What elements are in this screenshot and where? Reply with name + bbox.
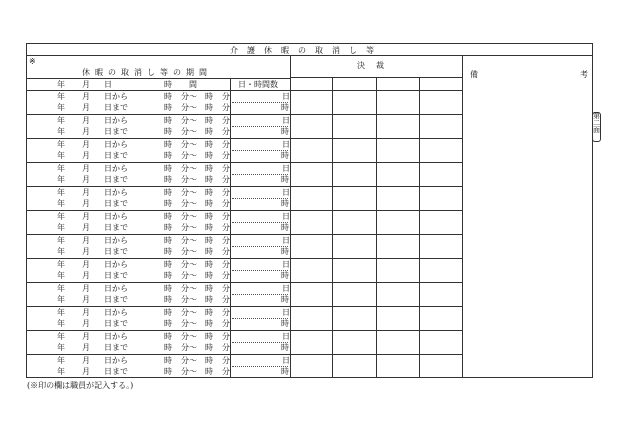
row-divider: [26, 258, 462, 259]
minute-to-label: 分〜: [181, 260, 197, 269]
row-divider: [26, 186, 462, 187]
from-label: 日から: [104, 164, 128, 173]
hour-unit-label: 時: [281, 367, 289, 376]
col-day: 日: [104, 80, 112, 89]
hour-label: 時: [164, 367, 172, 376]
minute-to-label: 分〜: [181, 295, 197, 304]
hour-label: 時: [164, 319, 172, 328]
minute-label: 分: [222, 247, 230, 256]
minute-to-label: 分〜: [181, 127, 197, 136]
to-label: 日まで: [104, 151, 128, 160]
frame-right: [592, 43, 593, 377]
hour-label: 時: [164, 140, 172, 149]
month-label: 月: [82, 356, 90, 365]
minute-to-label: 分〜: [181, 223, 197, 232]
from-label: 日から: [104, 308, 128, 317]
staff-mark: ※: [29, 57, 36, 66]
hour-unit-label: 時: [281, 151, 289, 160]
hour-label: 時: [164, 151, 172, 160]
approval-left: [290, 55, 291, 377]
approval-col-2: [376, 77, 377, 377]
year-label: 年: [57, 236, 65, 245]
hour-label: 時: [205, 92, 213, 101]
minute-to-label: 分〜: [181, 356, 197, 365]
year-label: 年: [57, 92, 65, 101]
row-divider: [26, 330, 462, 331]
hour-label: 時: [164, 308, 172, 317]
year-label: 年: [57, 332, 65, 341]
from-label: 日から: [104, 92, 128, 101]
minute-label: 分: [222, 116, 230, 125]
year-label: 年: [57, 260, 65, 269]
minute-to-label: 分〜: [181, 164, 197, 173]
day-unit-label: 日: [282, 92, 290, 101]
from-label: 日から: [104, 188, 128, 197]
year-label: 年: [57, 271, 65, 280]
to-label: 日まで: [104, 343, 128, 352]
to-label: 日まで: [104, 199, 128, 208]
minute-label: 分: [222, 343, 230, 352]
month-label: 月: [82, 332, 90, 341]
days-column-left: [230, 78, 231, 377]
minute-label: 分: [222, 236, 230, 245]
minute-label: 分: [222, 175, 230, 184]
minute-to-label: 分〜: [181, 140, 197, 149]
hour-label: 時: [164, 164, 172, 173]
minute-label: 分: [222, 103, 230, 112]
month-label: 月: [82, 367, 90, 376]
col-year: 年: [57, 80, 65, 89]
to-label: 日まで: [104, 367, 128, 376]
year-label: 年: [57, 103, 65, 112]
day-unit-label: 日: [282, 116, 290, 125]
minute-label: 分: [222, 295, 230, 304]
minute-label: 分: [222, 308, 230, 317]
hour-label: 時: [205, 175, 213, 184]
hour-label: 時: [205, 199, 213, 208]
days-hours-separator: [232, 126, 288, 127]
minute-label: 分: [222, 271, 230, 280]
month-label: 月: [82, 295, 90, 304]
month-label: 月: [82, 151, 90, 160]
hour-unit-label: 時: [281, 127, 289, 136]
footnote: (※印の欄は職員が記入する。): [27, 381, 134, 390]
month-label: 月: [82, 164, 90, 173]
month-label: 月: [82, 212, 90, 221]
hour-label: 時: [205, 247, 213, 256]
minute-label: 分: [222, 188, 230, 197]
month-label: 月: [82, 199, 90, 208]
to-label: 日まで: [104, 319, 128, 328]
year-label: 年: [57, 295, 65, 304]
hour-label: 時: [164, 116, 172, 125]
hour-label: 時: [205, 140, 213, 149]
row-divider: [26, 282, 462, 283]
col-month: 月: [82, 80, 90, 89]
year-label: 年: [57, 343, 65, 352]
hour-label: 時: [164, 332, 172, 341]
row-divider: [26, 114, 462, 115]
hour-label: 時: [164, 188, 172, 197]
month-label: 月: [82, 140, 90, 149]
minute-label: 分: [222, 260, 230, 269]
hour-label: 時: [205, 308, 213, 317]
from-label: 日から: [104, 116, 128, 125]
month-label: 月: [82, 308, 90, 317]
month-label: 月: [82, 103, 90, 112]
hour-label: 時: [205, 332, 213, 341]
hour-unit-label: 時: [281, 343, 289, 352]
hour-label: 時: [164, 284, 172, 293]
days-hours-separator: [232, 174, 288, 175]
column-header-divider: [26, 90, 462, 91]
period-sub-divider: [26, 78, 290, 79]
hour-label: 時: [205, 127, 213, 136]
minute-label: 分: [222, 319, 230, 328]
col-between: 間: [189, 80, 197, 89]
hour-unit-label: 時: [281, 175, 289, 184]
minute-label: 分: [222, 199, 230, 208]
hour-label: 時: [205, 284, 213, 293]
minute-to-label: 分〜: [181, 271, 197, 280]
hour-label: 時: [164, 223, 172, 232]
day-unit-label: 日: [282, 308, 290, 317]
to-label: 日まで: [104, 223, 128, 232]
from-label: 日から: [104, 212, 128, 221]
to-label: 日まで: [104, 103, 128, 112]
hour-label: 時: [205, 260, 213, 269]
year-label: 年: [57, 367, 65, 376]
minute-label: 分: [222, 164, 230, 173]
minute-to-label: 分〜: [181, 151, 197, 160]
from-label: 日から: [104, 140, 128, 149]
row-divider: [26, 210, 462, 211]
row-divider: [26, 354, 462, 355]
minute-to-label: 分〜: [181, 343, 197, 352]
from-label: 日から: [104, 332, 128, 341]
hour-unit-label: 時: [281, 103, 289, 112]
remarks-header-1: 備: [470, 70, 478, 79]
year-label: 年: [57, 127, 65, 136]
day-unit-label: 日: [282, 332, 290, 341]
days-hours-separator: [232, 246, 288, 247]
hour-label: 時: [164, 356, 172, 365]
hour-label: 時: [205, 271, 213, 280]
minute-to-label: 分〜: [181, 247, 197, 256]
to-label: 日まで: [104, 127, 128, 136]
year-label: 年: [57, 116, 65, 125]
year-label: 年: [57, 356, 65, 365]
days-hours-separator: [232, 270, 288, 271]
hour-label: 時: [164, 271, 172, 280]
minute-label: 分: [222, 284, 230, 293]
month-label: 月: [82, 260, 90, 269]
year-label: 年: [57, 164, 65, 173]
minute-label: 分: [222, 140, 230, 149]
year-label: 年: [57, 284, 65, 293]
minute-to-label: 分〜: [181, 332, 197, 341]
hour-unit-label: 時: [281, 319, 289, 328]
hour-label: 時: [164, 175, 172, 184]
col-days-hours: 日・時間数: [238, 80, 278, 89]
days-hours-separator: [232, 222, 288, 223]
month-label: 月: [82, 116, 90, 125]
minute-to-label: 分〜: [181, 212, 197, 221]
day-unit-label: 日: [282, 140, 290, 149]
minute-to-label: 分〜: [181, 116, 197, 125]
hour-unit-label: 時: [281, 199, 289, 208]
minute-to-label: 分〜: [181, 284, 197, 293]
frame-bottom: [26, 377, 593, 378]
days-hours-separator: [232, 366, 288, 367]
day-unit-label: 日: [282, 164, 290, 173]
hour-unit-label: 時: [281, 295, 289, 304]
page-side-tab: 第二面: [592, 112, 601, 142]
hour-label: 時: [205, 103, 213, 112]
minute-label: 分: [222, 151, 230, 160]
hour-label: 時: [205, 188, 213, 197]
hour-label: 時: [205, 356, 213, 365]
days-hours-separator: [232, 342, 288, 343]
from-label: 日から: [104, 236, 128, 245]
days-hours-separator: [232, 150, 288, 151]
minute-to-label: 分〜: [181, 175, 197, 184]
hour-label: 時: [164, 343, 172, 352]
minute-to-label: 分〜: [181, 199, 197, 208]
hour-label: 時: [164, 212, 172, 221]
approval-col-3: [419, 77, 420, 377]
year-label: 年: [57, 212, 65, 221]
year-label: 年: [57, 308, 65, 317]
hour-label: 時: [164, 127, 172, 136]
month-label: 月: [82, 92, 90, 101]
hour-label: 時: [164, 92, 172, 101]
minute-label: 分: [222, 223, 230, 232]
approval-header: 決裁: [357, 61, 395, 70]
row-divider: [26, 234, 462, 235]
remarks-left: [462, 55, 463, 377]
day-unit-label: 日: [282, 188, 290, 197]
month-label: 月: [82, 223, 90, 232]
frame-top: [26, 43, 593, 44]
to-label: 日まで: [104, 271, 128, 280]
year-label: 年: [57, 140, 65, 149]
minute-label: 分: [222, 127, 230, 136]
to-label: 日まで: [104, 175, 128, 184]
minute-to-label: 分〜: [181, 319, 197, 328]
hour-unit-label: 時: [281, 271, 289, 280]
hour-label: 時: [164, 247, 172, 256]
to-label: 日まで: [104, 247, 128, 256]
col-time: 時: [164, 80, 172, 89]
days-hours-separator: [232, 198, 288, 199]
day-unit-label: 日: [282, 212, 290, 221]
hour-label: 時: [205, 212, 213, 221]
hour-label: 時: [205, 236, 213, 245]
title-divider: [26, 55, 593, 56]
remarks-header-2: 考: [580, 70, 588, 79]
month-label: 月: [82, 343, 90, 352]
hour-label: 時: [205, 319, 213, 328]
month-label: 月: [82, 271, 90, 280]
month-label: 月: [82, 188, 90, 197]
hour-label: 時: [205, 151, 213, 160]
to-label: 日まで: [104, 295, 128, 304]
minute-to-label: 分〜: [181, 367, 197, 376]
form-title: 介護休暇の取消し等: [230, 46, 383, 55]
minute-label: 分: [222, 212, 230, 221]
approval-col-1: [332, 77, 333, 377]
hour-label: 時: [205, 343, 213, 352]
month-label: 月: [82, 284, 90, 293]
days-hours-separator: [232, 294, 288, 295]
hour-label: 時: [205, 116, 213, 125]
row-divider: [26, 162, 462, 163]
hour-label: 時: [164, 199, 172, 208]
month-label: 月: [82, 175, 90, 184]
minute-to-label: 分〜: [181, 308, 197, 317]
days-hours-separator: [232, 102, 288, 103]
hour-label: 時: [164, 103, 172, 112]
year-label: 年: [57, 319, 65, 328]
day-unit-label: 日: [282, 236, 290, 245]
hour-label: 時: [205, 164, 213, 173]
from-label: 日から: [104, 260, 128, 269]
hour-label: 時: [205, 295, 213, 304]
month-label: 月: [82, 236, 90, 245]
minute-to-label: 分〜: [181, 103, 197, 112]
row-divider: [26, 306, 462, 307]
hour-unit-label: 時: [281, 223, 289, 232]
hour-unit-label: 時: [281, 247, 289, 256]
hour-label: 時: [164, 260, 172, 269]
year-label: 年: [57, 223, 65, 232]
hour-label: 時: [164, 295, 172, 304]
month-label: 月: [82, 247, 90, 256]
hour-label: 時: [205, 367, 213, 376]
hour-label: 時: [205, 223, 213, 232]
minute-to-label: 分〜: [181, 236, 197, 245]
day-unit-label: 日: [282, 284, 290, 293]
minute-to-label: 分〜: [181, 188, 197, 197]
month-label: 月: [82, 319, 90, 328]
minute-label: 分: [222, 367, 230, 376]
month-label: 月: [82, 127, 90, 136]
period-header: 休暇の取消し等の期間: [82, 68, 212, 77]
year-label: 年: [57, 175, 65, 184]
minute-label: 分: [222, 92, 230, 101]
hour-label: 時: [164, 236, 172, 245]
year-label: 年: [57, 199, 65, 208]
minute-label: 分: [222, 356, 230, 365]
days-hours-separator: [232, 318, 288, 319]
from-label: 日から: [104, 284, 128, 293]
day-unit-label: 日: [282, 356, 290, 365]
year-label: 年: [57, 188, 65, 197]
minute-label: 分: [222, 332, 230, 341]
from-label: 日から: [104, 356, 128, 365]
year-label: 年: [57, 151, 65, 160]
minute-to-label: 分〜: [181, 92, 197, 101]
day-unit-label: 日: [282, 260, 290, 269]
year-label: 年: [57, 247, 65, 256]
row-divider: [26, 138, 462, 139]
